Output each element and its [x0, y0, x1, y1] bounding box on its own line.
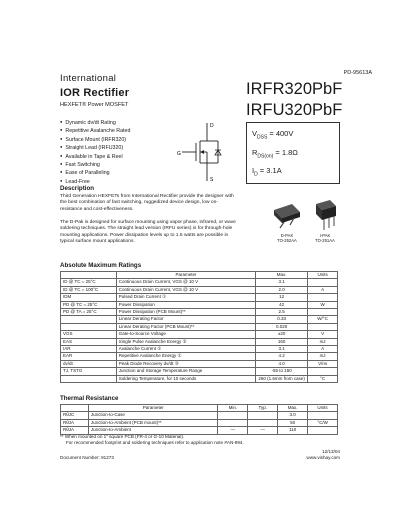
feature-item: ● Fast Switching	[60, 161, 130, 169]
dpak-package-icon	[270, 200, 304, 230]
revision-date: 12/13/04	[322, 449, 340, 454]
table-row: TJ, TSTG Junction and Storage Temperature Range -55 to 150	[61, 368, 338, 375]
footnote: ** When mounted on 1" square PCB (FR-4 or G-10 Material). For recommended footprint and soldering techniques refer to application note #AN-994.	[60, 434, 244, 445]
gate-label: G	[177, 151, 181, 157]
table-row: RθJC Junction-to-Case 3.0	[61, 412, 338, 419]
thermal-title: Thermal Resistance	[60, 395, 119, 402]
feature-item: ● Straight Lead (IRFU320)	[60, 144, 130, 152]
feature-item: ● Dynamic dv/dt Rating	[60, 119, 130, 127]
table-header-cell: Units	[308, 272, 338, 279]
spec-vdss: $V_{DSS} = 400V$	[252, 129, 294, 141]
ipak-package-icon	[310, 198, 340, 232]
ipak-label: I-PAK TO-251AA	[315, 233, 335, 243]
feature-item: ● Repetitive Avalanche Rated	[60, 127, 130, 135]
table-row: RθJA Junction-to-Ambient (PCB mount)** 50 °C/W	[61, 419, 338, 426]
key-specs-box	[246, 122, 340, 184]
table-row: PD @ TA = 25°C Power Dissipation (PCB Mount)** 2.5	[61, 309, 338, 316]
dpak-label: D-PAK TO-252AA	[277, 233, 297, 243]
feature-item: ● Surface Mount (IRFR320)	[60, 136, 130, 144]
mosfet-schematic-icon	[176, 119, 238, 185]
table-row: Soldering Temperature, for 10 seconds 260 (1.6mm from case) °C	[61, 375, 338, 382]
table-row: Linear Derating Factor (PCB Mount)** 0.020	[61, 323, 338, 330]
part-number-irfr: IRFR320PbF	[246, 80, 343, 98]
feature-list	[60, 119, 130, 186]
table-row: ID @ TC = 100°C Continuous Drain Current, VGS @ 10 V 2.0 A	[61, 286, 338, 293]
table-row: dv/dt Peak Diode Recovery dv/dt ③ 4.0 V/ns	[61, 360, 338, 367]
brand-logo-text: IOR Rectifier	[60, 87, 130, 99]
feature-item: ● Ease of Paralleling	[60, 169, 130, 177]
source-label: S	[210, 177, 214, 183]
feature-item: ● Available in Tape & Reel	[60, 153, 130, 161]
document-number: Document Number: 91273	[60, 455, 114, 460]
feature-item: ● Lead-Free	[60, 178, 130, 186]
spec-id: $I_D = 3.1A$	[252, 166, 282, 178]
description-title: Description	[60, 185, 95, 192]
part-number-irfu: IRFU320PbF	[246, 101, 343, 119]
table-header-row: Parameter Min. Typ. Max. Units	[61, 405, 338, 412]
website-link[interactable]: www.vishay.com	[306, 455, 340, 460]
abs-max-title: Absolute Maximum Ratings	[60, 262, 142, 269]
thermal-table	[60, 404, 338, 435]
table-header-cell: Parameter	[116, 272, 255, 279]
table-row: IAR Avalanche Current ① 3.1 A	[61, 346, 338, 353]
table-row: VGS Gate-to-Source Voltage ±20 V	[61, 331, 338, 338]
table-header-cell: Max.	[256, 272, 308, 279]
table-row: EAR Repetitive Avalanche Energy ① 4.2 mJ	[61, 353, 338, 360]
pd-number: PD-95613A	[343, 70, 372, 76]
table-row: Linear Derating Factor 0.33 W/°C	[61, 316, 338, 323]
description-paragraph-2: The D-Pak is designed for surface mounting using vapor phase, infrared, or wave soldering techniques. The straight lead version (IRFU series) is for through-hole mounting applications. Power dissipation levels up to 1.5 watts are possible in typical surface mount applications.	[60, 220, 236, 244]
brand-name: International	[60, 73, 117, 84]
table-row: PD @ TC = 25°C Power Dissipation 42 W	[61, 301, 338, 308]
drain-label: D	[210, 123, 214, 129]
table-header-cell	[61, 272, 117, 279]
table-row: RθJA Junction-to-Ambient — — 110	[61, 427, 338, 434]
table-row: IDM Pulsed Drain Current ① 12	[61, 294, 338, 301]
product-subtitle: HEXFET® Power MOSFET	[60, 102, 129, 108]
table-row: ID @ TC = 25°C Continuous Drain Current, VGS @ 10 V 3.1	[61, 279, 338, 286]
spec-rdson: $R_{DS(on)} = 1.8\Omega$	[252, 148, 298, 160]
table-header-row	[61, 272, 338, 279]
table-row: EAS Single Pulse Avalanche Energy ② 160 mJ	[61, 338, 338, 345]
abs-max-table	[60, 271, 338, 383]
description-paragraph-1: Third Generation HEXFETs from International Rectifier provide the designer with the best combination of fast switching, ruggedized device design, low on-resistance and cost-effectiveness.	[60, 194, 234, 212]
